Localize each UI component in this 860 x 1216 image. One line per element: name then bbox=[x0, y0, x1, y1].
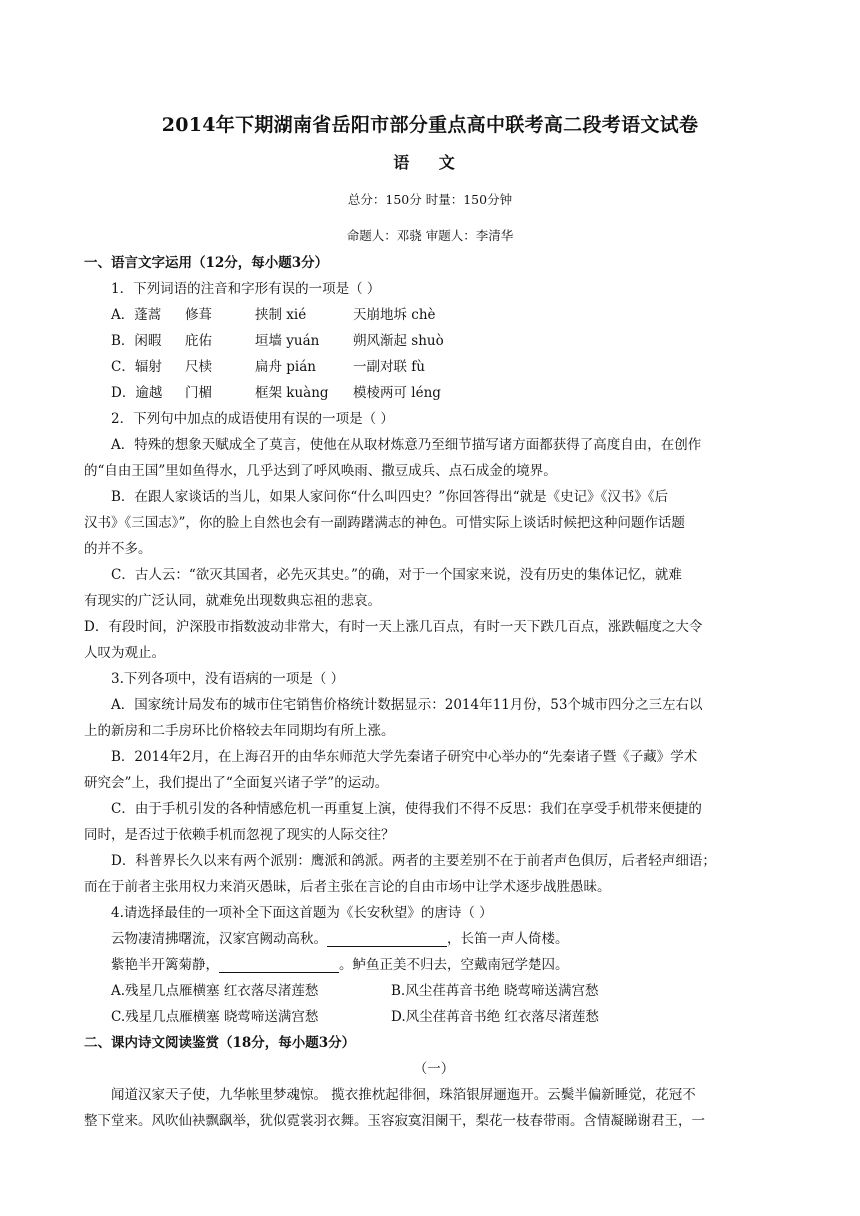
q4-option-b: B.风尘荏苒音书绝 晓莺啼送满宫愁 bbox=[391, 983, 599, 999]
q2-a-line1: A．特殊的想象天赋成全了莫言，使他在从取材炼意乃至细节描写诸方面都获得了高度自由，在创作 bbox=[111, 437, 702, 453]
q2-b-line2: 汉书》《三国志》”，你的脸上自然也会有一副踌躇满志的神色。可惜实际上谈话时候把这种问题作话题 bbox=[84, 515, 685, 531]
q4-stem: 4.请选择最佳的一项补全下面这首题为《长安秋望》的唐诗（ ） bbox=[111, 905, 493, 921]
q4-option-c: C.残星几点雁横塞 晓莺啼送满宫愁 bbox=[111, 1009, 319, 1025]
classic-text-line1: 闻道汉家天子使，九华帐里梦魂惊。 揽衣推枕起徘徊，珠箔银屏逦迤开。云鬓半偏新睡觉，花冠不 bbox=[111, 1087, 696, 1103]
option-word: 一副对联 fù bbox=[353, 359, 425, 375]
q2-c-line2: 有现实的广泛认同，就难免出现数典忘祖的悲哀。 bbox=[84, 593, 381, 609]
option-word: A．蓬蒿 bbox=[111, 307, 162, 323]
exam-content bbox=[84, 250, 784, 1134]
score-time-line: 总分：150分 时量：150分钟 bbox=[347, 192, 513, 207]
q4-options-row2 bbox=[84, 1004, 784, 1030]
q4-option-a: A.残星几点雁横塞 红衣落尽渚莲愁 bbox=[111, 983, 319, 999]
option-word: C．辐射 bbox=[111, 359, 162, 375]
q3-b-line2: 研究会”上，我们提出了“全面复兴诸子学”的运动。 bbox=[84, 775, 389, 791]
fill-blank bbox=[327, 932, 447, 947]
option-word: 朔风渐起 shuò bbox=[353, 333, 444, 349]
option-word: 挟制 xié bbox=[255, 307, 307, 323]
classic-text-line2: 整下堂来。风吹仙袂飘飖举，犹似霓裳羽衣舞。玉容寂寞泪阑干，梨花一枝春带雨。含情凝睇谢君王，一 bbox=[84, 1113, 705, 1129]
q3-b-line1: B．2014年2月，在上海召开的由华东师范大学先秦诸子研究中心举办的“先秦诸子暨《子藏》学术 bbox=[111, 749, 698, 765]
option-word: 扁舟 pián bbox=[255, 359, 316, 375]
fill-blank bbox=[219, 958, 339, 973]
q2-a-line2: 的“自由王国”里如鱼得水，几乎达到了呼风唤雨、撒豆成兵、点石成金的境界。 bbox=[84, 463, 557, 479]
q2-b-line1: B．在跟人家谈话的当儿，如果人家问你“什么叫四史？”你回答得出“就是《史记》《汉书》《后 bbox=[111, 489, 669, 505]
poem-text: 。鲈鱼正美不归去，空戴南冠学楚囚。 bbox=[339, 957, 569, 973]
option-word: 天崩地坼 chè bbox=[353, 307, 436, 323]
option-word: 垣墙 yuán bbox=[255, 333, 320, 349]
q4-option-d: D.风尘荏苒音书绝 红衣落尽渚莲愁 bbox=[391, 1009, 599, 1025]
option-word: 模棱两可 léng bbox=[353, 385, 441, 401]
option-word: D．逾越 bbox=[111, 385, 163, 401]
q3-a-line1: A．国家统计局发布的城市住宅销售价格统计数据显示：2014年11月份，53个城市四分之三左右以 bbox=[111, 697, 703, 713]
q2-stem: 2．下列句中加点的成语使用有误的一项是（ ） bbox=[111, 411, 394, 427]
poem-text: ，长笛一声人倚楼。 bbox=[447, 931, 569, 947]
q3-a-line2: 上的新房和二手房环比价格较去年同期均有所上涨。 bbox=[84, 723, 395, 739]
q2-b-line3: 的并不多。 bbox=[84, 541, 152, 557]
option-word: 修葺 bbox=[185, 307, 212, 323]
poem-text: 云物凄清拂曙流，汉家宫阙动高秋。 bbox=[111, 931, 327, 947]
q1-option-b bbox=[84, 328, 784, 354]
section1-heading: 一、语言文字运用（12分，每小题3分） bbox=[84, 255, 329, 271]
q3-c-line2: 同时，是否过于依赖手机而忽视了现实的人际交往？ bbox=[84, 827, 395, 843]
q2-d-line2: 人叹为观止。 bbox=[84, 645, 165, 661]
option-word: 庇佑 bbox=[185, 333, 212, 349]
q4-poem-line1 bbox=[84, 926, 784, 952]
option-word: 尺椟 bbox=[185, 359, 212, 375]
section2-part-label: （一） bbox=[413, 1061, 455, 1077]
q3-stem: 3.下列各项中，没有语病的一项是（ ） bbox=[111, 671, 345, 687]
section2-heading: 二、课内诗文阅读鉴赏（18分，每小题3分） bbox=[84, 1035, 356, 1051]
option-word: 框架 kuàng bbox=[255, 385, 329, 401]
q3-c-line1: C．由于手机引发的各种情感危机一再重复上演，使得我们不得不反思：我们在享受手机带来便捷的 bbox=[111, 801, 702, 817]
q1-option-a bbox=[84, 302, 784, 328]
option-word: 门楣 bbox=[185, 385, 212, 401]
q3-d-line1: D．科普界长久以来有两个派别：鹰派和鸽派。两者的主要差别不在于前者声色俱厉，后者轻声细语； bbox=[111, 853, 716, 869]
q4-poem-line2 bbox=[84, 952, 784, 978]
q2-c-line1: C．古人云：“欲灭其国者，必先灭其史。”的确，对于一个国家来说，没有历史的集体记忆，就难 bbox=[111, 567, 682, 583]
q4-options-row1 bbox=[84, 978, 784, 1004]
option-word: B．闲暇 bbox=[111, 333, 162, 349]
q1-option-d bbox=[84, 380, 784, 406]
authors-line: 命题人：邓骁 审题人：李清华 bbox=[346, 228, 514, 243]
exam-title: 2014年下期湖南省岳阳市部分重点高中联考高二段考语文试卷 bbox=[161, 114, 699, 136]
q1-stem: 1．下列词语的注音和字形有误的一项是（ ） bbox=[111, 281, 381, 297]
poem-text: 紫艳半开篱菊静， bbox=[111, 957, 219, 973]
subject-heading: 语 文 bbox=[393, 153, 467, 172]
q2-d-line1: D．有段时间，沪深股市指数波动非常大，有时一天上涨几百点，有时一天下跌几百点，涨跌幅度之大令 bbox=[84, 619, 703, 635]
q1-option-c bbox=[84, 354, 784, 380]
q3-d-line2: 而在于前者主张用权力来消灭愚昧，后者主张在言论的自由市场中让学术逐步战胜愚昧。 bbox=[84, 879, 611, 895]
